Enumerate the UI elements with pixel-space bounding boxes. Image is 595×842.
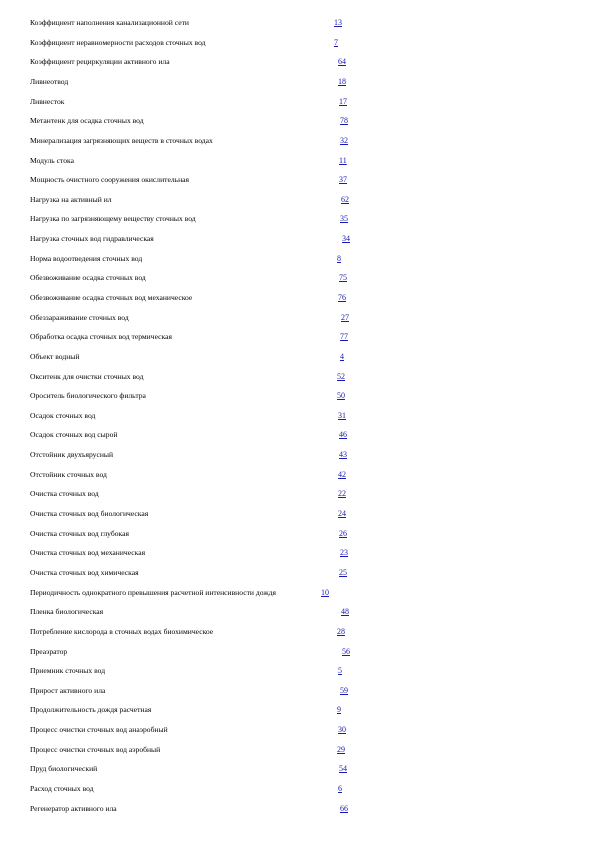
index-entry <box>30 76 565 90</box>
index-entry <box>30 744 565 758</box>
page-number-link[interactable]: 23 <box>340 548 348 558</box>
index-term: Очистка сточных вод механическая <box>30 548 146 558</box>
index-entry <box>30 56 565 70</box>
index-term: Очистка сточных вод биологическая <box>30 509 149 518</box>
page-number-link[interactable]: 42 <box>338 469 346 479</box>
index-term: Регенератор активного ила <box>30 803 117 813</box>
index-term: Нагрузка сточных вод гидравлическая <box>30 234 154 243</box>
index-term: Очистка сточных вод химическая <box>30 567 139 577</box>
index-term: Нагрузка на активный ил <box>30 194 112 204</box>
page-number-link[interactable]: 10 <box>321 587 329 597</box>
index-term: Очистка сточных вод глубокая <box>30 528 129 538</box>
index-entry <box>30 155 565 169</box>
page-number-link[interactable]: 35 <box>340 214 348 224</box>
index-entry <box>30 213 565 227</box>
page-number-link[interactable]: 46 <box>339 430 347 440</box>
index-term: Осадок сточных вод <box>30 410 96 420</box>
index-entry <box>30 803 565 817</box>
index-term: Обезвоживание осадка сточных вод механическое <box>30 293 193 302</box>
index-entry <box>30 528 565 542</box>
page-number-link[interactable]: 75 <box>339 273 347 283</box>
index-term: Преаэратор <box>30 646 68 656</box>
index-term: Пленка биологическая <box>30 607 104 617</box>
index-term: Объект водный <box>30 351 80 361</box>
index-term: Ороситель биологического фильтра <box>30 391 146 401</box>
index-term: Пруд биологический <box>30 764 98 774</box>
index-entry <box>30 665 565 679</box>
index-entry <box>30 488 565 502</box>
page-number-link[interactable]: 31 <box>338 410 346 420</box>
page-number-link[interactable]: 62 <box>341 194 349 204</box>
index-term: Метантенк для осадка сточных вод <box>30 116 144 126</box>
index-term: Ливнеотвод <box>30 76 69 86</box>
index-term: Нагрузка по загрязняющему веществу сточных вод <box>30 214 196 224</box>
index-term: Осадок сточных вод сырой <box>30 430 118 440</box>
index-entry <box>30 606 565 620</box>
index-entry <box>30 312 565 326</box>
index-term: Прирост активного ила <box>30 685 106 695</box>
page-number-link[interactable]: 25 <box>339 567 347 577</box>
index-entry <box>30 351 565 365</box>
index-term: Коэффициент неравномерности расходов сточных вод <box>30 37 206 47</box>
page-number-link[interactable]: 76 <box>338 293 346 302</box>
index-term: Периодичность однократного превышения расчетной интенсивности дождя <box>30 587 276 597</box>
index-term: Коэффициент наполнения канализационной сети <box>30 18 189 27</box>
index-entry <box>30 17 565 31</box>
page-number-link[interactable]: 66 <box>340 803 348 813</box>
index-term: Потребление кислорода в сточных водах биохимическое <box>30 626 214 636</box>
page-number-link[interactable]: 13 <box>334 18 342 27</box>
index-entry <box>30 174 565 188</box>
index-term: Очистка сточных вод <box>30 489 99 499</box>
page-number-link[interactable]: 30 <box>338 725 346 734</box>
page-number-link[interactable]: 5 <box>338 666 342 676</box>
page-number-link[interactable]: 48 <box>341 607 349 617</box>
index-entry <box>30 626 565 640</box>
page-number-link[interactable]: 6 <box>338 784 342 793</box>
page-number-link[interactable]: 43 <box>339 450 347 460</box>
page-number-link[interactable]: 8 <box>337 253 341 263</box>
index-entry <box>30 646 565 660</box>
index-entry <box>30 115 565 129</box>
page-number-link[interactable]: 77 <box>340 332 348 342</box>
index-entry <box>30 783 565 797</box>
index-term: Ливнесток <box>30 96 65 106</box>
index-entry <box>30 37 565 51</box>
index-entry <box>30 587 565 601</box>
index-term: Минерализация загрязняющих веществ в сточных водах <box>30 135 213 145</box>
index-term: Отстойник двухъярусный <box>30 450 114 460</box>
index-entry <box>30 449 565 463</box>
page-number-link[interactable]: 26 <box>339 528 347 538</box>
page-number-link[interactable]: 22 <box>338 489 346 499</box>
index-entry <box>30 292 565 306</box>
index-term: Обеззараживание сточных вод <box>30 312 129 322</box>
index-entry <box>30 685 565 699</box>
page-number-link[interactable]: 24 <box>338 509 346 518</box>
page-number-link[interactable]: 17 <box>339 96 347 106</box>
page-number-link[interactable]: 37 <box>339 175 347 185</box>
index-entry <box>30 547 565 561</box>
index-entry <box>30 429 565 443</box>
page-number-link[interactable]: 29 <box>337 744 345 754</box>
index-entry <box>30 763 565 777</box>
index-term: Продолжительность дождя расчетная <box>30 705 152 715</box>
index-entry <box>30 194 565 208</box>
index-term: Процесс очистки сточных вод анаэробный <box>30 725 168 734</box>
index-entry <box>30 96 565 110</box>
page-number-link[interactable]: 56 <box>342 646 350 656</box>
page-number-link[interactable]: 54 <box>339 764 347 774</box>
index-term: Коэффициент рециркуляции активного ила <box>30 57 170 67</box>
index-term: Приемник сточных вод <box>30 666 106 676</box>
page-number-link[interactable]: 34 <box>342 234 350 243</box>
page-number-link[interactable]: 64 <box>338 57 346 67</box>
page-number-link[interactable]: 18 <box>338 76 346 86</box>
index-entry <box>30 135 565 149</box>
index-term: Окситенк для очистки сточных вод <box>30 371 144 381</box>
index-entry <box>30 567 565 581</box>
page-number-link[interactable]: 11 <box>339 155 347 165</box>
index-entry <box>30 704 565 718</box>
page-number-link[interactable]: 52 <box>337 371 345 381</box>
index-entry <box>30 371 565 385</box>
index-term: Модуль стока <box>30 155 74 165</box>
index-entry <box>30 253 565 267</box>
index-entry <box>30 724 565 738</box>
index-entry <box>30 331 565 345</box>
index-entry <box>30 469 565 483</box>
index-term: Мощность очистного сооружения окислительная <box>30 175 189 185</box>
page-number-link[interactable]: 59 <box>340 685 348 695</box>
page-number-link[interactable]: 28 <box>337 626 345 636</box>
index-term: Расход сточных вод <box>30 784 94 793</box>
index-entry <box>30 390 565 404</box>
index-term: Обработка осадка сточных вод термическая <box>30 332 172 342</box>
page-number-link[interactable]: 9 <box>337 705 341 715</box>
index-term: Обезвоживание осадка сточных вод <box>30 273 146 283</box>
index-term: Отстойник сточных вод <box>30 469 107 479</box>
page-number-link[interactable]: 78 <box>340 116 348 126</box>
index-term: Процесс очистки сточных вод аэробный <box>30 744 161 754</box>
index-entry <box>30 233 565 247</box>
page-number-link[interactable]: 50 <box>337 391 345 401</box>
index-entry <box>30 508 565 522</box>
index-entry <box>30 272 565 286</box>
page-number-link[interactable]: 27 <box>341 312 349 322</box>
index-entry <box>30 410 565 424</box>
page-number-link[interactable]: 4 <box>340 351 344 361</box>
index-term: Норма водоотведения сточных вод <box>30 253 143 263</box>
page-number-link[interactable]: 7 <box>334 37 338 47</box>
page-number-link[interactable]: 32 <box>340 135 348 145</box>
